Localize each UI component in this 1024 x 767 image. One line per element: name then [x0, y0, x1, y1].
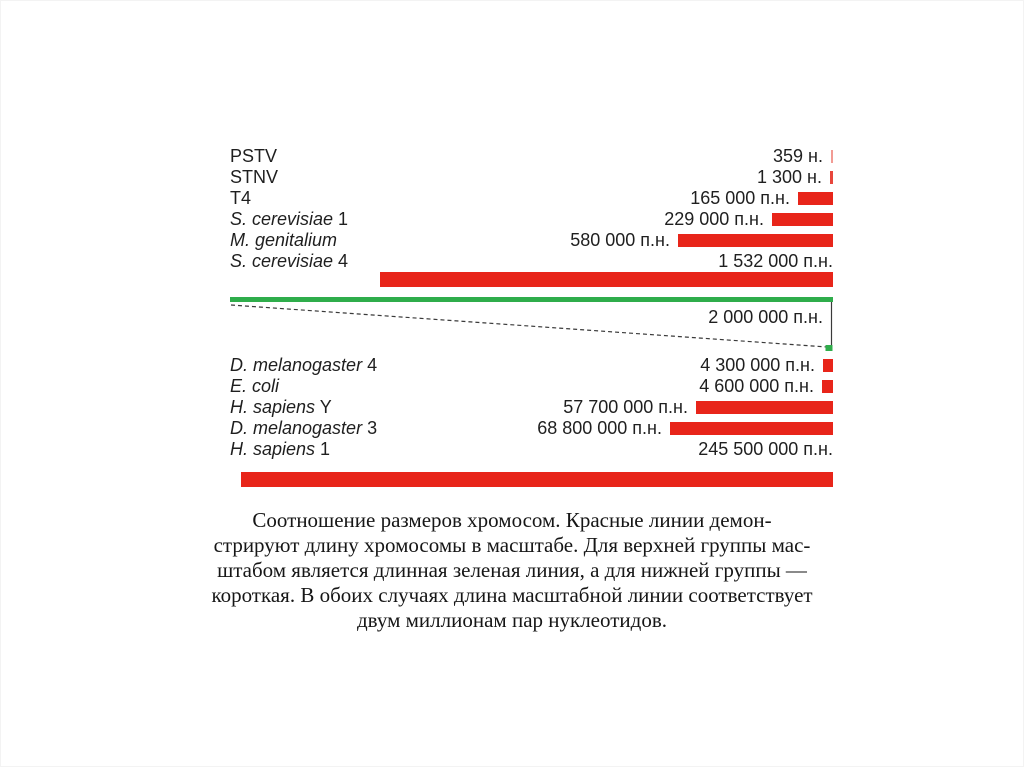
chromosome-label [230, 355, 377, 376]
chromosome-size-bar [670, 422, 833, 435]
chromosome-size-bar [822, 380, 833, 393]
chromosome-size-bar [678, 234, 833, 247]
chromosome-row [230, 376, 833, 397]
chromosome-name-italic: H. sapiens [230, 397, 316, 417]
caption-line: короткая. В обоих случаях длина масштабной линии соответствует [211, 583, 813, 607]
chromosome-size-value: 4 300 000 п.н. [700, 355, 815, 375]
chromosome-size-value: 1 532 000 п.н. [718, 251, 833, 271]
chromosome-size-bar [696, 401, 833, 414]
chromosome-label [230, 418, 377, 439]
chromosome-row [230, 230, 833, 251]
chromosome-row [230, 167, 833, 188]
chromosome-row [230, 209, 833, 230]
chromosome-name-plain: 4 [362, 355, 378, 375]
chromosome-row [230, 251, 833, 272]
chromosome-name-plain: T4 [230, 188, 252, 208]
caption-line: стрируют длину хромосомы в масштабе. Для верхней группы мас- [213, 533, 811, 557]
chromosome-row [230, 439, 833, 460]
scale-funnel [230, 302, 833, 354]
chromosome-label [230, 188, 251, 209]
chromosome-name-plain: 1 [315, 439, 331, 459]
caption-line: двум миллионам пар нуклеотидов. [356, 608, 667, 632]
chromosome-size-bar [831, 150, 833, 163]
caption-line: Соотношение размеров хромосом. Красные линии демон- [252, 508, 772, 532]
chromosome-size-bar [830, 171, 833, 184]
chromosome-size-bar [772, 213, 833, 226]
chromosome-label [230, 209, 348, 230]
scale-value-label: 2 000 000 п.н. [708, 307, 823, 327]
bottom-group-full-bar [241, 472, 833, 487]
chromosome-name-plain: 1 [333, 209, 349, 229]
chromosome-row [230, 418, 833, 439]
chromosome-name-plain: STNV [230, 167, 279, 187]
chromosome-row [230, 355, 833, 376]
caption-line: штабом является длинная зеленая линия, а для нижней группы — [217, 558, 807, 582]
chromosome-name-plain: 3 [362, 418, 378, 438]
chromosome-name-plain: Y [315, 397, 332, 417]
chromosome-name-italic: S. cerevisiae [230, 209, 334, 229]
chromosome-label [230, 167, 278, 188]
chromosome-size-diagram [230, 146, 833, 487]
top-group-full-bar [380, 272, 833, 287]
chromosome-size-value: 165 000 п.н. [690, 188, 790, 208]
chromosome-size-value: 229 000 п.н. [664, 209, 764, 229]
chromosome-name-italic: D. melanogaster [230, 355, 363, 375]
chromosome-size-value: 4 600 000 п.н. [699, 376, 814, 396]
chromosome-label [230, 397, 332, 418]
scale-line-short-green [826, 345, 833, 351]
chromosome-size-value: 245 500 000 п.н. [698, 439, 833, 459]
top-group-rows [230, 146, 833, 272]
chromosome-row [230, 397, 833, 418]
chromosome-label [230, 376, 279, 397]
figure-caption [182, 508, 842, 633]
chromosome-name-italic: S. cerevisiae [230, 251, 334, 271]
chromosome-name-plain: 4 [333, 251, 349, 271]
chromosome-label [230, 439, 330, 460]
chromosome-name-italic: H. sapiens [230, 439, 316, 459]
chromosome-label [230, 251, 348, 272]
chromosome-size-value: 580 000 п.н. [570, 230, 670, 250]
chromosome-label [230, 230, 337, 251]
chromosome-label [230, 146, 277, 167]
chromosome-size-bar [798, 192, 833, 205]
chromosome-size-value: 359 н. [773, 146, 823, 166]
chromosome-name-italic: M. genitalium [230, 230, 338, 250]
chromosome-size-bar [823, 359, 833, 372]
chromosome-size-value: 68 800 000 п.н. [537, 418, 662, 438]
chromosome-row [230, 188, 833, 209]
chromosome-size-value: 57 700 000 п.н. [563, 397, 688, 417]
chromosome-size-value: 1 300 н. [757, 167, 822, 187]
chromosome-name-italic: E. coli [230, 376, 280, 396]
chromosome-row [230, 146, 833, 167]
bottom-group-rows [230, 355, 833, 460]
chromosome-name-italic: D. melanogaster [230, 418, 363, 438]
chromosome-name-plain: PSTV [230, 146, 278, 166]
